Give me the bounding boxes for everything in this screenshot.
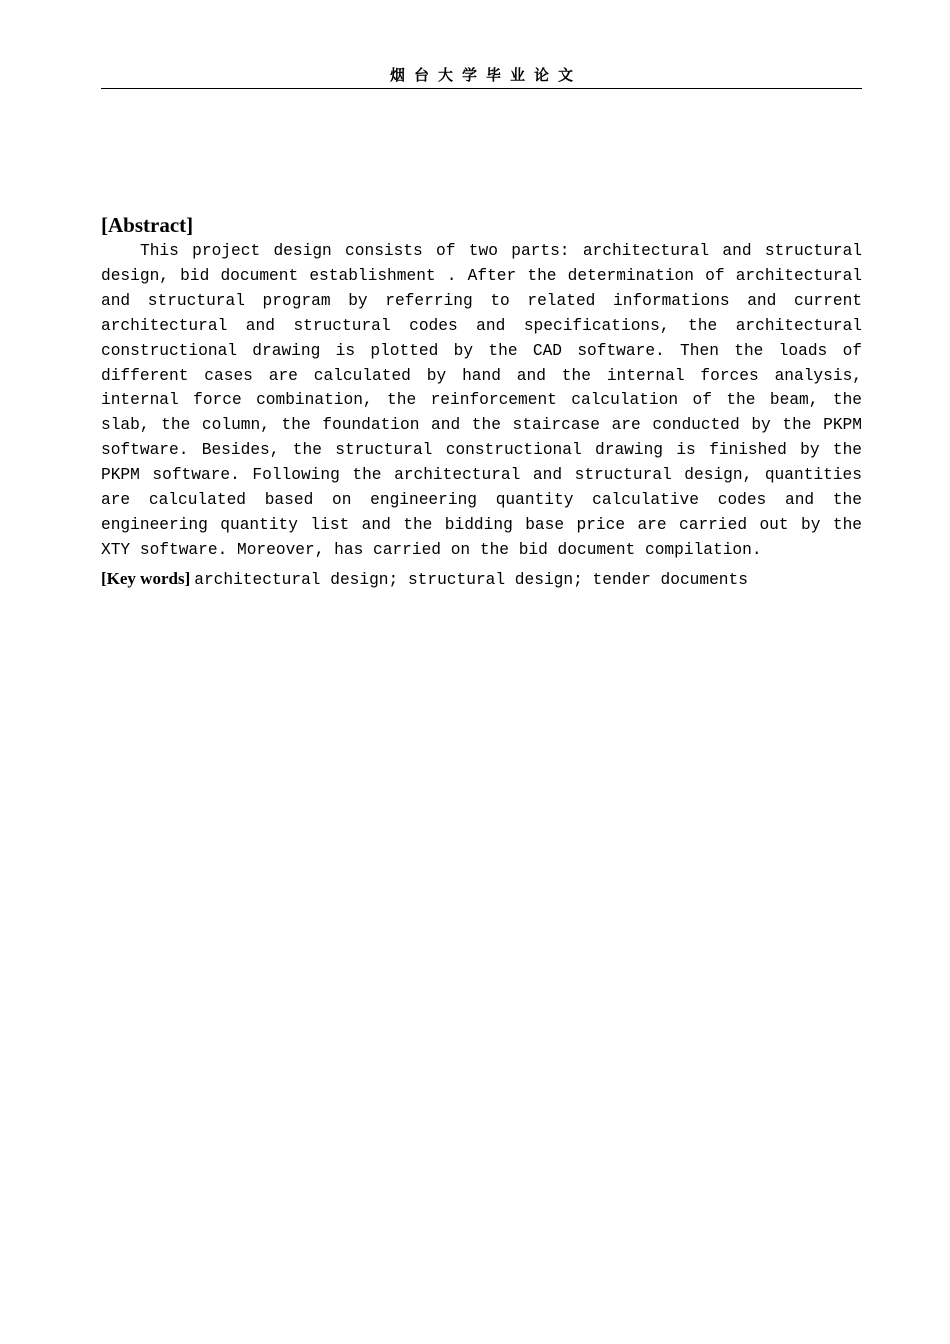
abstract-heading: [Abstract] [101, 213, 194, 237]
page-header [101, 64, 862, 89]
keywords-line [101, 567, 862, 592]
abstract-body: This project design consists of two parts: architectural and structural design, bid document establishment . After the determination of architectural and structural program by referring to related informations and current architectural and structural codes and specifications, the architectural constructional drawing is plotted by the CAD software. Then the loads of different cases are calculated by hand and the internal forces analysis, internal force combination, the reinforcement calculation of the beam, the slab, the column, the foundation and the staircase are conducted by the PKPM software. Besides, the structural constructional drawing is finished by the PKPM software. Following the architectural and structural design, quantities are calculated based on engineering quantity calculative codes and the engineering quantity list and the bidding base price are carried out by the XTY software. Moreover, has carried on the bid document compilation. [101, 242, 862, 559]
keywords-label: [Key words] [101, 569, 191, 588]
keywords-text: architectural design; structural design; tender documents [194, 571, 748, 589]
header-title: 烟台大学毕业论文 [389, 66, 582, 84]
